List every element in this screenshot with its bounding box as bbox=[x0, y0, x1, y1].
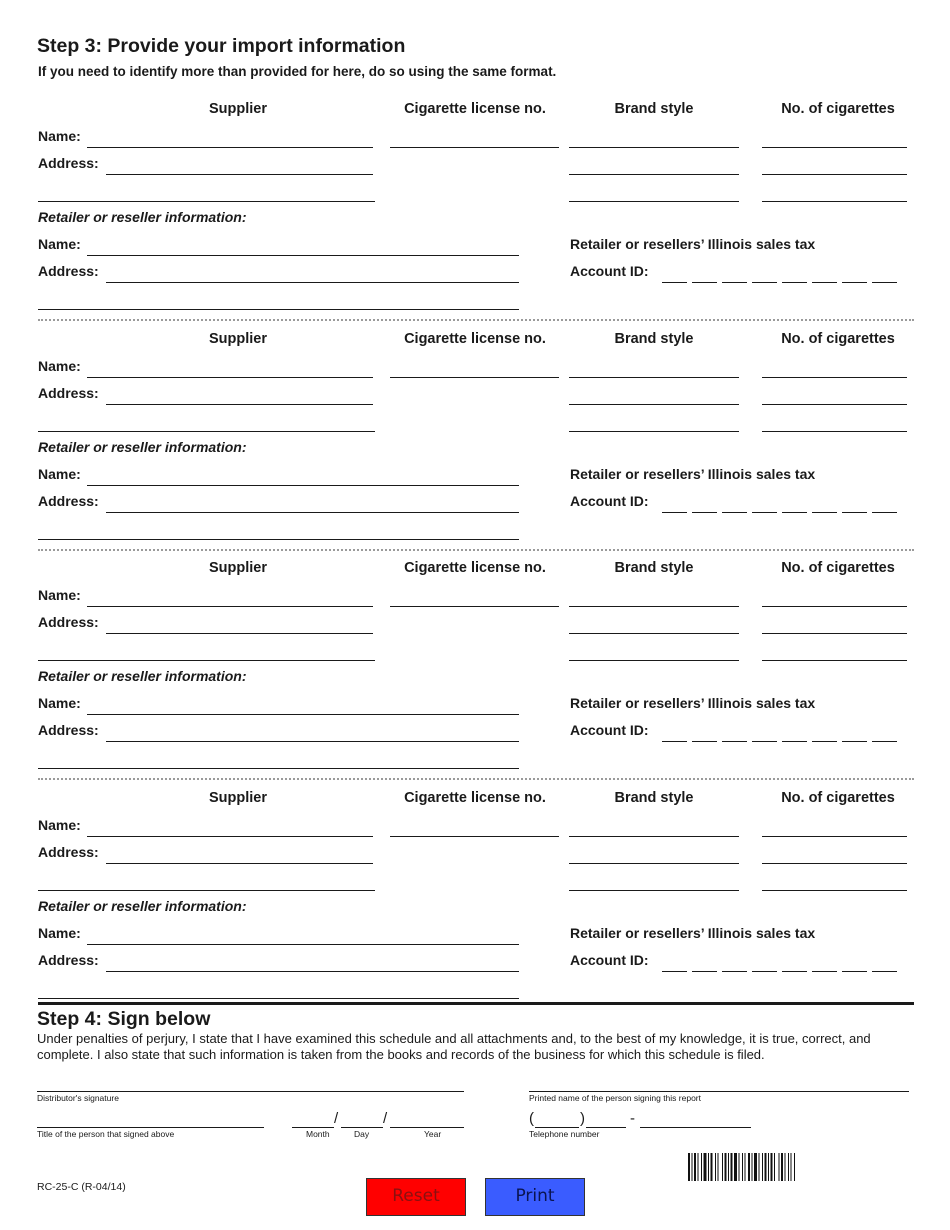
phone-area-code-field[interactable] bbox=[535, 1114, 579, 1128]
account-id-digit-1-1[interactable] bbox=[662, 269, 687, 283]
signer-title-field[interactable] bbox=[37, 1114, 264, 1128]
step4-title-rest: Sign below bbox=[107, 1008, 211, 1030]
retailer-name-label-3: Name: bbox=[38, 695, 81, 711]
barcode-icon bbox=[688, 1153, 846, 1181]
retailer-address-label-4: Address: bbox=[38, 952, 99, 968]
account-id-digit-1-4[interactable] bbox=[752, 269, 777, 283]
supplier-name-field-1[interactable] bbox=[87, 134, 373, 148]
retailer-address-field-2[interactable] bbox=[106, 499, 519, 513]
brand-field-2-c[interactable] bbox=[569, 418, 739, 432]
count-field-2-c[interactable] bbox=[762, 418, 907, 432]
brand-header-2: Brand style bbox=[614, 331, 694, 347]
supplier-header-2: Supplier bbox=[208, 331, 267, 347]
account-id-digit-4-8[interactable] bbox=[872, 958, 897, 972]
account-id-digit-2-6[interactable] bbox=[812, 499, 837, 513]
retailer-name-label-1: Name: bbox=[38, 236, 81, 252]
supplier-name-label-3: Name: bbox=[38, 587, 81, 603]
account-id-digit-2-5[interactable] bbox=[782, 499, 807, 513]
step4-title bbox=[37, 1008, 210, 1031]
phone-close-paren: ) bbox=[580, 1110, 585, 1127]
signer-title-label: Title of the person that signed above bbox=[37, 1129, 175, 1139]
supplier-address-field-4[interactable] bbox=[106, 850, 373, 864]
account-id-label-1: Account ID: bbox=[570, 263, 649, 279]
count-field-1-a[interactable] bbox=[762, 134, 907, 148]
supplier-name-label-1: Name: bbox=[38, 128, 81, 144]
supplier-name-label-4: Name: bbox=[38, 817, 81, 833]
count-header-2: No. of cigarettes bbox=[781, 331, 895, 347]
distributor-signature-field[interactable] bbox=[37, 1078, 464, 1092]
brand-header-4: Brand style bbox=[614, 790, 694, 806]
retailer-info-heading-1: Retailer or reseller information: bbox=[38, 209, 247, 225]
step4-rule bbox=[38, 1002, 914, 1005]
account-id-digit-3-7[interactable] bbox=[842, 728, 867, 742]
account-id-digit-2-7[interactable] bbox=[842, 499, 867, 513]
count-field-4-c[interactable] bbox=[762, 877, 907, 891]
account-id-digit-1-6[interactable] bbox=[812, 269, 837, 283]
retailer-address-label-3: Address: bbox=[38, 722, 99, 738]
supplier-address-field-2[interactable] bbox=[106, 391, 373, 405]
brand-field-1-a[interactable] bbox=[569, 134, 739, 148]
form-id: RC-25-C (R-04/14) bbox=[37, 1181, 126, 1193]
supplier-address2-field-1[interactable] bbox=[38, 188, 375, 202]
retailer-address-field-4[interactable] bbox=[106, 958, 519, 972]
month-label: Month bbox=[306, 1129, 330, 1139]
account-id-digit-2-1[interactable] bbox=[662, 499, 687, 513]
account-id-digit-4-7[interactable] bbox=[842, 958, 867, 972]
account-id-digit-1-8[interactable] bbox=[872, 269, 897, 283]
retailer-info-heading-3: Retailer or reseller information: bbox=[38, 668, 247, 684]
supplier-address-label-4: Address: bbox=[38, 844, 99, 860]
phone-line-field[interactable] bbox=[640, 1114, 751, 1128]
license-header-2: Cigarette license no. bbox=[404, 331, 546, 347]
year-label: Year bbox=[424, 1129, 442, 1139]
account-id-digit-2-3[interactable] bbox=[722, 499, 747, 513]
block-separator-2 bbox=[38, 549, 914, 551]
account-id-digit-1-5[interactable] bbox=[782, 269, 807, 283]
count-field-2-a[interactable] bbox=[762, 364, 907, 378]
supplier-address-label-1: Address: bbox=[38, 155, 99, 171]
count-field-1-c[interactable] bbox=[762, 188, 907, 202]
brand-header-3: Brand style bbox=[614, 560, 694, 576]
date-separator-1: / bbox=[334, 1110, 339, 1127]
brand-field-1-c[interactable] bbox=[569, 188, 739, 202]
tax-heading-1: Retailer or resellers’ Illinois sales tax bbox=[570, 236, 816, 252]
date-separator-2: / bbox=[383, 1110, 388, 1127]
brand-field-4-a[interactable] bbox=[569, 823, 739, 837]
retailer-address-label-2: Address: bbox=[38, 493, 99, 509]
license-field-4[interactable] bbox=[390, 823, 559, 837]
count-field-3-c[interactable] bbox=[762, 647, 907, 661]
distributor-signature-label: Distributor's signature bbox=[37, 1093, 119, 1103]
account-id-digit-3-8[interactable] bbox=[872, 728, 897, 742]
count-field-4-b[interactable] bbox=[762, 850, 907, 864]
account-id-digit-3-6[interactable] bbox=[812, 728, 837, 742]
brand-field-3-b[interactable] bbox=[569, 620, 739, 634]
phone-dash: - bbox=[630, 1110, 635, 1127]
brand-field-2-a[interactable] bbox=[569, 364, 739, 378]
account-id-label-2: Account ID: bbox=[570, 493, 649, 509]
retailer-name-label-4: Name: bbox=[38, 925, 81, 941]
supplier-address-label-3: Address: bbox=[38, 614, 99, 630]
perjury-declaration: Under penalties of perjury, I state that I have examined this schedule and all attachments and, to the best of my knowledge, it is true, correct, and complete. I also state that such information is taken from the books and records of the business for which this schedule is filed. bbox=[37, 1031, 871, 1062]
supplier-address-field-1[interactable] bbox=[106, 161, 373, 175]
supplier-address2-field-3[interactable] bbox=[38, 647, 375, 661]
supplier-name-label-2: Name: bbox=[38, 358, 81, 374]
date-year-field[interactable] bbox=[390, 1114, 464, 1128]
retailer-address2-field-1[interactable] bbox=[38, 296, 519, 310]
supplier-header-1: Supplier bbox=[208, 101, 267, 117]
count-header-4: No. of cigarettes bbox=[781, 790, 895, 806]
supplier-address-field-3[interactable] bbox=[106, 620, 373, 634]
account-id-label-4: Account ID: bbox=[570, 952, 649, 968]
account-id-digit-4-6[interactable] bbox=[812, 958, 837, 972]
retailer-name-label-2: Name: bbox=[38, 466, 81, 482]
account-id-digit-3-2[interactable] bbox=[692, 728, 717, 742]
count-field-4-a[interactable] bbox=[762, 823, 907, 837]
day-label: Day bbox=[354, 1129, 370, 1139]
step4-title-step: Step 4: bbox=[37, 1008, 103, 1030]
telephone-label: Telephone number bbox=[529, 1129, 600, 1139]
printed-name-field[interactable] bbox=[529, 1078, 909, 1092]
account-id-digit-1-3[interactable] bbox=[722, 269, 747, 283]
printed-name-label: Printed name of the person signing this report bbox=[529, 1093, 701, 1103]
supplier-name-field-2[interactable] bbox=[87, 364, 373, 378]
supplier-address2-field-2[interactable] bbox=[38, 418, 375, 432]
license-header-1: Cigarette license no. bbox=[404, 101, 546, 117]
count-field-3-a[interactable] bbox=[762, 593, 907, 607]
print-button[interactable]: Print bbox=[485, 1178, 585, 1216]
retailer-name-field-1[interactable] bbox=[87, 242, 519, 256]
tax-heading-2: Retailer or resellers’ Illinois sales tax bbox=[570, 466, 816, 482]
account-id-digit-4-4[interactable] bbox=[752, 958, 777, 972]
brand-field-3-a[interactable] bbox=[569, 593, 739, 607]
date-month-field[interactable] bbox=[292, 1114, 334, 1128]
license-field-3[interactable] bbox=[390, 593, 559, 607]
supplier-name-field-4[interactable] bbox=[87, 823, 373, 837]
supplier-header-4: Supplier bbox=[208, 790, 267, 806]
account-id-digit-2-2[interactable] bbox=[692, 499, 717, 513]
block-separator-3 bbox=[38, 778, 914, 780]
account-id-digit-3-5[interactable] bbox=[782, 728, 807, 742]
account-id-digit-1-7[interactable] bbox=[842, 269, 867, 283]
retailer-address2-field-4[interactable] bbox=[38, 985, 519, 999]
brand-field-4-c[interactable] bbox=[569, 877, 739, 891]
account-id-label-3: Account ID: bbox=[570, 722, 649, 738]
license-header-3: Cigarette license no. bbox=[404, 560, 546, 576]
retailer-name-field-4[interactable] bbox=[87, 931, 519, 945]
brand-field-4-b[interactable] bbox=[569, 850, 739, 864]
license-field-1[interactable] bbox=[390, 134, 559, 148]
account-id-digit-4-1[interactable] bbox=[662, 958, 687, 972]
retailer-address-label-1: Address: bbox=[38, 263, 99, 279]
date-day-field[interactable] bbox=[341, 1114, 383, 1128]
count-field-3-b[interactable] bbox=[762, 620, 907, 634]
brand-field-3-c[interactable] bbox=[569, 647, 739, 661]
supplier-address2-field-4[interactable] bbox=[38, 877, 375, 891]
brand-field-1-b[interactable] bbox=[569, 161, 739, 175]
account-id-digit-4-3[interactable] bbox=[722, 958, 747, 972]
block-separator-1 bbox=[38, 319, 914, 321]
supplier-header-3: Supplier bbox=[208, 560, 267, 576]
count-header-1: No. of cigarettes bbox=[781, 101, 895, 117]
retailer-info-heading-4: Retailer or reseller information: bbox=[38, 898, 247, 914]
supplier-name-field-3[interactable] bbox=[87, 593, 373, 607]
count-header-3: No. of cigarettes bbox=[781, 560, 895, 576]
retailer-name-field-3[interactable] bbox=[87, 701, 519, 715]
retailer-info-heading-2: Retailer or reseller information: bbox=[38, 439, 247, 455]
count-field-2-b[interactable] bbox=[762, 391, 907, 405]
count-field-1-b[interactable] bbox=[762, 161, 907, 175]
account-id-digit-2-8[interactable] bbox=[872, 499, 897, 513]
license-header-4: Cigarette license no. bbox=[404, 790, 546, 806]
retailer-address2-field-2[interactable] bbox=[38, 526, 519, 540]
brand-header-1: Brand style bbox=[614, 101, 694, 117]
account-id-digit-4-5[interactable] bbox=[782, 958, 807, 972]
license-field-2[interactable] bbox=[390, 364, 559, 378]
retailer-name-field-2[interactable] bbox=[87, 472, 519, 486]
step3-title: Step 3: Provide your import information bbox=[37, 35, 406, 57]
retailer-address-field-3[interactable] bbox=[106, 728, 519, 742]
account-id-digit-4-2[interactable] bbox=[692, 958, 717, 972]
account-id-digit-2-4[interactable] bbox=[752, 499, 777, 513]
reset-button[interactable]: Reset bbox=[366, 1178, 466, 1216]
step3-subtitle: If you need to identify more than provided for here, do so using the same format. bbox=[38, 64, 557, 79]
account-id-digit-3-3[interactable] bbox=[722, 728, 747, 742]
retailer-address2-field-3[interactable] bbox=[38, 755, 519, 769]
account-id-digit-1-2[interactable] bbox=[692, 269, 717, 283]
tax-heading-3: Retailer or resellers’ Illinois sales tax bbox=[570, 695, 816, 711]
phone-prefix-field[interactable] bbox=[586, 1114, 626, 1128]
tax-heading-4: Retailer or resellers’ Illinois sales tax bbox=[570, 925, 816, 941]
supplier-address-label-2: Address: bbox=[38, 385, 99, 401]
account-id-digit-3-4[interactable] bbox=[752, 728, 777, 742]
retailer-address-field-1[interactable] bbox=[106, 269, 519, 283]
phone-open-paren: ( bbox=[529, 1110, 534, 1127]
account-id-digit-3-1[interactable] bbox=[662, 728, 687, 742]
brand-field-2-b[interactable] bbox=[569, 391, 739, 405]
